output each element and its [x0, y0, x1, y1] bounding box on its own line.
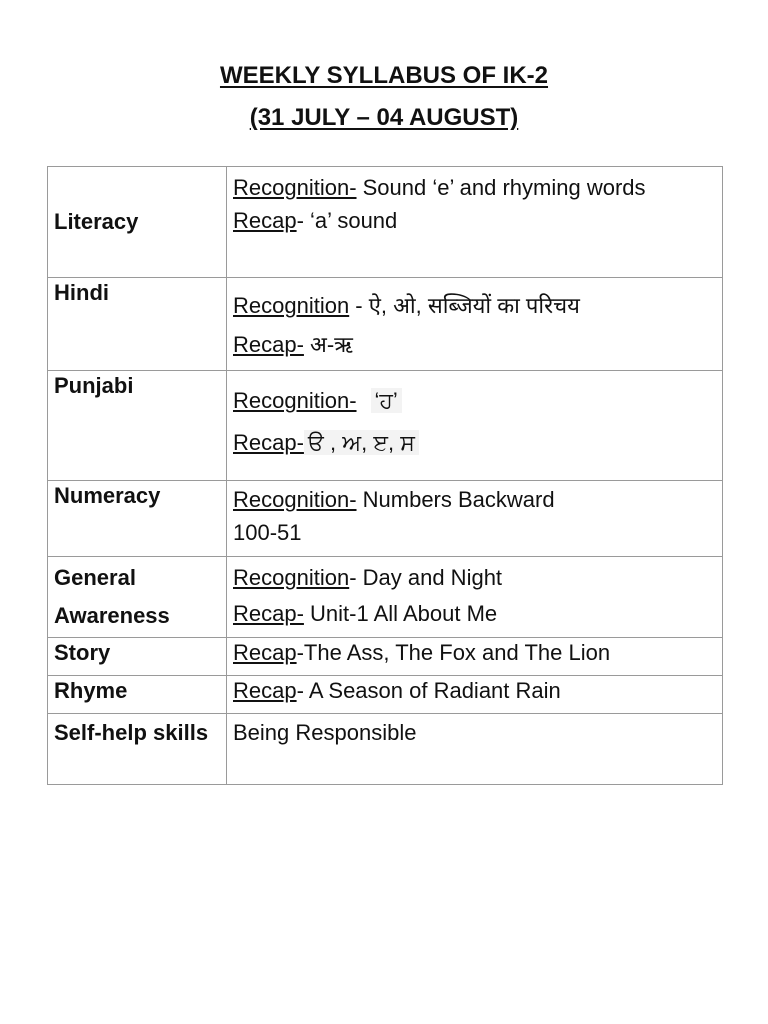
table-row [48, 167, 723, 278]
subject-cell: Literacy [48, 167, 227, 278]
content-cell [227, 714, 723, 785]
content-cell [227, 557, 723, 638]
content-line [233, 171, 716, 204]
content-label: Recognition- [233, 487, 357, 512]
content-text: -The Ass, The Fox and The Lion [296, 640, 611, 665]
table-row [48, 638, 723, 676]
content-line [233, 483, 716, 516]
table-row [48, 714, 723, 785]
content-line [233, 516, 716, 549]
content-cell [227, 481, 723, 557]
content-text: Unit-1 All About Me [303, 601, 498, 626]
table-row [48, 481, 723, 557]
content-cell [227, 278, 723, 371]
subject-cell: Numeracy [48, 481, 227, 557]
page-title: WEEKLY SYLLABUS OF IK-2 [219, 62, 549, 89]
content-label: Recap- [233, 601, 304, 626]
content-label: Recognition- [233, 175, 357, 200]
content-line [233, 204, 716, 238]
content-line [233, 284, 716, 328]
table-row [48, 278, 723, 371]
table-row [48, 676, 723, 714]
content-text: 100-51 [233, 520, 302, 545]
content-line [233, 559, 716, 597]
content-label: Recap- [233, 430, 304, 455]
table-row [48, 371, 723, 481]
content-label: Recognition [233, 293, 350, 318]
content-label: Recap [233, 208, 297, 233]
content-text: Numbers Backward [356, 487, 555, 512]
subject-cell: Rhyme [48, 676, 227, 714]
content-label: Recognition [233, 565, 350, 590]
content-cell [227, 638, 723, 676]
content-label: Recognition- [233, 388, 357, 413]
content-cell [227, 167, 723, 278]
content-text: अ-ऋ [303, 332, 353, 357]
page-subtitle-dates: (31 JULY – 04 AUGUST) [249, 104, 519, 131]
subject-cell: Story [48, 638, 227, 676]
content-text: Sound ‘e’ and rhyming words [356, 175, 646, 200]
subject-label: General Awareness [54, 565, 170, 628]
table-row [48, 557, 723, 638]
subject-cell [48, 557, 227, 638]
content-text: - ऐ, ओ, सब्जियों का परिचय [349, 293, 580, 318]
content-cell [227, 676, 723, 714]
content-text: ੳ , ਅ, ੲ, ਸ [304, 430, 419, 455]
syllabus-table [47, 166, 723, 785]
content-text: Being Responsible [233, 720, 417, 745]
content-text: - ‘a’ sound [296, 208, 398, 233]
content-text: - Day and Night [349, 565, 503, 590]
subject-cell: Self-help skills [48, 714, 227, 785]
subject-cell: Punjabi [48, 371, 227, 481]
content-line [233, 379, 716, 423]
content-text: ‘ਹ’ [371, 388, 402, 413]
content-line [233, 423, 716, 463]
content-label: Recap [233, 640, 297, 665]
content-line [233, 328, 716, 362]
content-label: Recap [233, 678, 297, 703]
subject-cell: Hindi [48, 278, 227, 371]
content-text: - A Season of Radiant Rain [296, 678, 561, 703]
content-cell [227, 371, 723, 481]
content-label: Recap- [233, 332, 304, 357]
content-line [233, 597, 716, 631]
